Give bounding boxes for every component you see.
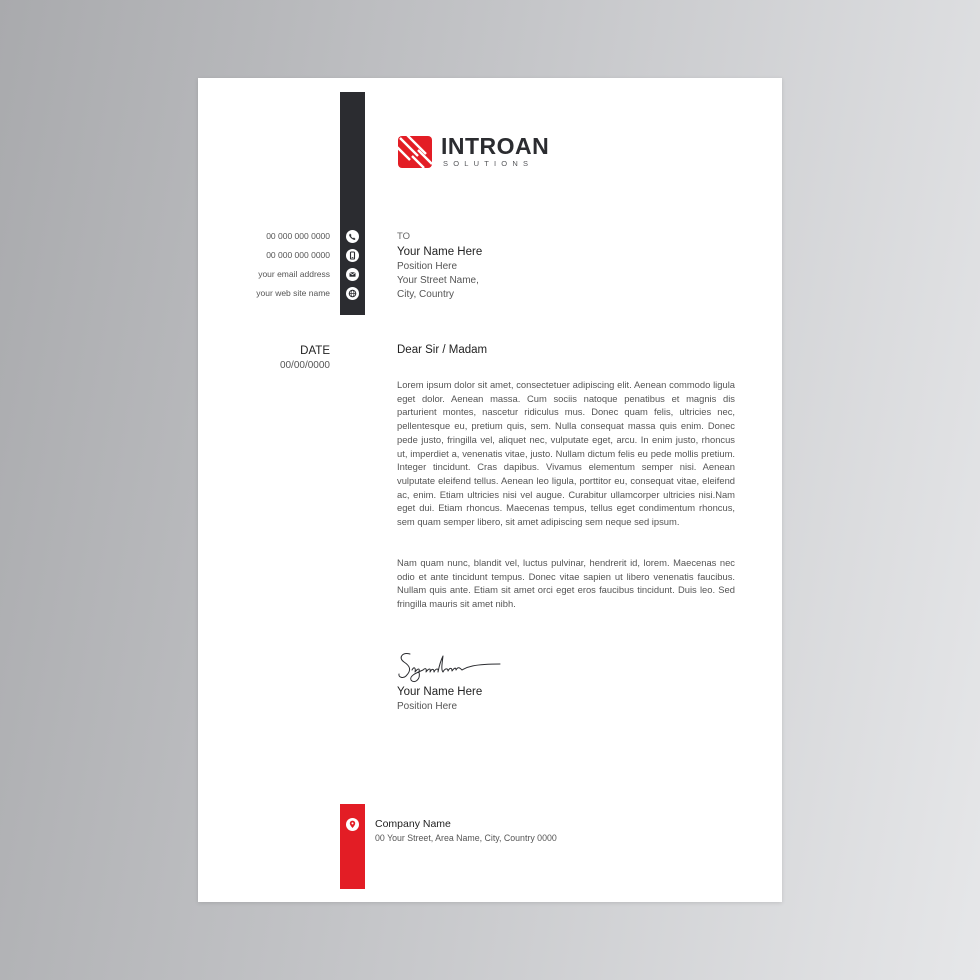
- bottom-red-bar: [340, 804, 365, 889]
- brand-tagline: SOLUTIONS: [443, 159, 534, 168]
- recipient-position: Position Here: [397, 261, 458, 272]
- date-block: [198, 344, 330, 373]
- sender-position: Position Here: [397, 701, 458, 712]
- contact-phone: [198, 230, 365, 246]
- contact-mobile: [198, 249, 365, 265]
- recipient-label: TO: [397, 231, 411, 242]
- contact-email: [198, 268, 365, 284]
- globe-icon: [346, 287, 359, 300]
- body-paragraph-1: Lorem ipsum dolor sit amet, consectetuer adipiscing elit. Aenean commodo ligula eget dolor. Aenean massa. Cum sociis natoque penatibus et magnis dis parturient montes, nascetur ridiculus mus. Donec quam felis, ultricies nec, pellentesque eu, pretium quis, sem. Nulla consequat massa quis enim. Donec pede justo, fringilla vel, aliquet nec, vulputate eget, arcu. In enim justo, rhoncus ut, imperdiet a, venenatis vitae, justo. Nullam dictum felis eu pede mollis pretium. Integer tincidunt. Cras dapibus. Vivamus elementum semper nisi. Aenean vulputate eleifend tellus. Aenean leo ligula, porttitor eu, consequat vitae, eleifend ac, enim. Etiam ultricies nisi vel augue. Curabitur ullamcorper ultricies nisi.Nam eget dui. Etiam rhoncus. Maecenas tempus, tellus eget condimentum rhoncus, sem quam semper libero, sit amet adipiscing sem neque sed ipsum.: [397, 379, 735, 528]
- brand-name: INTROAN: [441, 133, 550, 159]
- body-paragraph-2: Nam quam nunc, blandit vel, luctus pulvinar, hendrerit id, lorem. Maecenas nec odio et ante tincidunt tempus. Donec vitae sapien ut libero venenatis faucibus. Nullam quis ante. Etiam sit amet orci eget eros faucibus tincidunt. Duis leo. Sed fringilla mauris sit amet nibh.: [397, 557, 735, 610]
- contact-website-text: your web site name: [256, 288, 330, 298]
- recipient-name: Your Name Here: [397, 246, 483, 258]
- striped-square-logo-icon: [398, 136, 432, 168]
- contact-email-text: your email address: [258, 269, 330, 279]
- date-value: 00/00/0000: [279, 360, 330, 371]
- brand-logo: [398, 133, 598, 176]
- recipient-city: City, Country: [397, 289, 455, 300]
- handwritten-signature: [396, 646, 506, 686]
- sender-name: Your Name Here: [397, 686, 483, 698]
- contact-mobile-text: 00 000 000 0000: [266, 250, 330, 260]
- letterhead-page: [198, 78, 782, 902]
- email-icon: [346, 268, 359, 281]
- salutation: Dear Sir / Madam: [397, 344, 488, 356]
- location-pin-icon: [346, 818, 359, 831]
- contact-website: [198, 287, 365, 303]
- date-label: DATE: [300, 345, 330, 357]
- contact-phone-text: 00 000 000 0000: [266, 231, 330, 241]
- company-name: Company Name: [375, 818, 451, 830]
- phone-icon: [346, 230, 359, 243]
- company-address: 00 Your Street, Area Name, City, Country 0000: [375, 833, 557, 843]
- recipient-block: [397, 231, 597, 302]
- recipient-street: Your Street Name,: [397, 275, 479, 286]
- mobile-icon: [346, 249, 359, 262]
